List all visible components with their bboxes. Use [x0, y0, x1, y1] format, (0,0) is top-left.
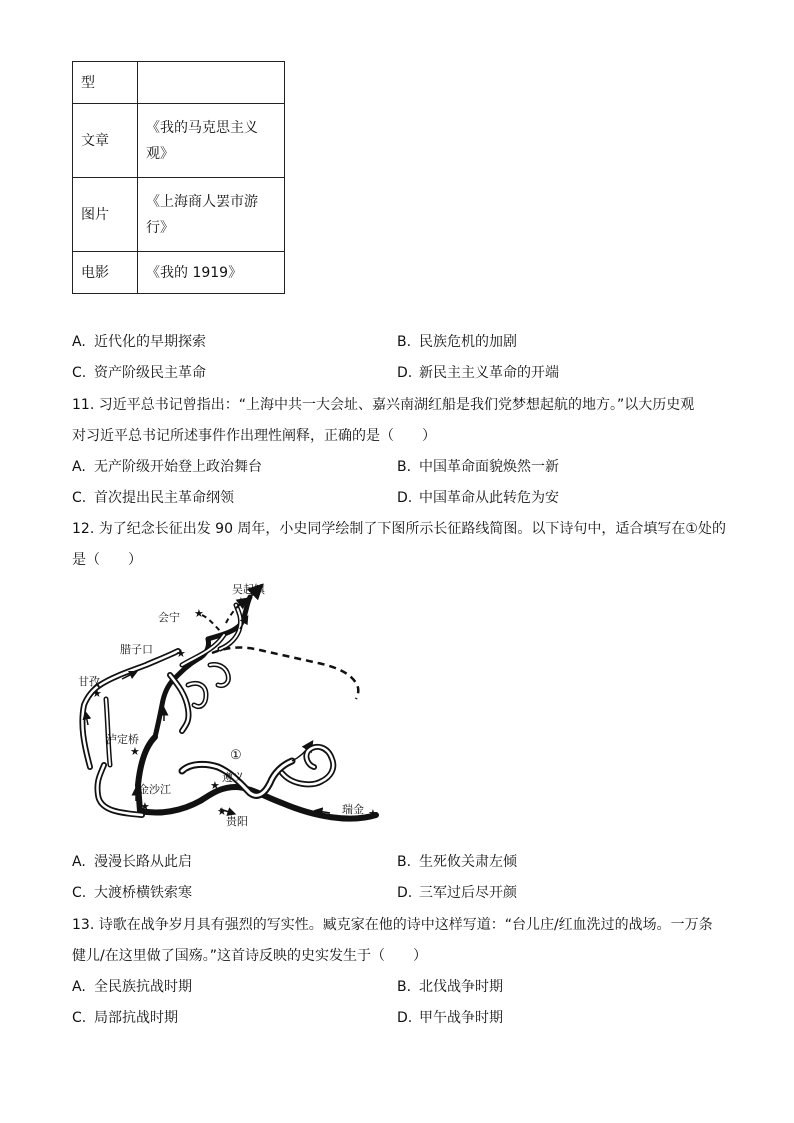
q10-option-c: C. 资产阶级民主革命 — [72, 365, 206, 381]
west-route-outer — [97, 765, 142, 815]
q13-option-c: C. 局部抗战时期 — [72, 1010, 178, 1026]
table-cell-key: 图片 — [73, 178, 138, 252]
star-ganzi: ★ — [92, 687, 102, 700]
star-huining: ★ — [194, 607, 204, 620]
label-guiyang: 贵阳 — [226, 815, 248, 828]
q11-stem-line1: 11. 习近平总书记曾指出：“上海中共一大会址、嘉兴南湖红船是我们党梦想起航的地方。”以大历史观 — [72, 397, 695, 413]
q12-stem-line1: 12. 为了纪念长征出发 90 周年，小史同学绘制了下图所示长征路线简图。以下诗句中，适合填写在①处的 — [72, 521, 726, 537]
q11-option-b: B. 中国革命面貌焕然一新 — [397, 459, 559, 475]
label-lazikou: 腊子口 — [120, 643, 153, 656]
route-arrow — [86, 715, 88, 725]
label-ganzi: 甘孜 — [78, 675, 100, 688]
star-jinshajiang: ★ — [140, 800, 150, 813]
label-huining: 会宁 — [158, 611, 180, 624]
q12-option-c: C. 大渡桥横铁索寒 — [72, 885, 192, 901]
table-cell-value: 《我的马克思主义观》 — [138, 104, 285, 178]
q11-option-d: D. 中国革命从此转危为安 — [397, 490, 559, 506]
event-table — [72, 61, 285, 294]
q13-option-d: D. 甲午战争时期 — [397, 1010, 503, 1026]
dashed-route-north — [202, 615, 222, 633]
long-march-map — [60, 575, 400, 840]
label-ludingqiao: 泸定桥 — [106, 733, 139, 746]
table-row — [73, 62, 285, 104]
q12-option-d: D. 三军过后尽开颜 — [397, 885, 517, 901]
dashed-route — [212, 648, 358, 700]
north-loop-outer — [210, 664, 228, 685]
q12-stem-line2: 是（ ） — [72, 552, 142, 568]
table-cell-value — [138, 62, 285, 104]
q11-option-c: C. 首次提出民主革命纲领 — [72, 490, 234, 506]
table-cell-key: 电影 — [73, 252, 138, 294]
q13-option-a: A. 全民族抗战时期 — [72, 979, 192, 995]
q10-option-a: A. 近代化的早期探索 — [72, 334, 206, 350]
q11-stem-line2: 对习近平总书记所述事件作出理性阐释，正确的是（ ） — [72, 428, 436, 444]
q12-option-b: B. 生死攸关肃左倾 — [397, 854, 517, 870]
star-ruijin: ★ — [368, 807, 378, 820]
q11-option-a: A. 无产阶级开始登上政治舞台 — [72, 459, 262, 475]
q12-option-a: A. 漫漫长路从此启 — [72, 854, 192, 870]
table-row — [73, 178, 285, 252]
label-wuqizhen: 吴起镇 — [232, 583, 265, 596]
star-zunyi: ★ — [210, 779, 220, 792]
star-lazikou: ★ — [176, 647, 186, 660]
q13-stem-line1: 13. 诗歌在战争岁月具有强烈的写实性。臧克家在他的诗中这样写道：“台儿庄/红血洗过的战场。一万条 — [72, 917, 713, 933]
table-cell-key: 文章 — [73, 104, 138, 178]
mid-loop-inner — [188, 683, 206, 706]
q13-option-b: B. 北伐战争时期 — [397, 979, 503, 995]
q10-option-b: B. 民族危机的加剧 — [397, 334, 517, 350]
table-row — [73, 104, 285, 178]
label-zunyi: 遵义 — [222, 771, 244, 784]
q10-option-d: D. 新民主主义革命的开端 — [397, 365, 559, 381]
star-wuqizhen: ★ — [236, 595, 246, 608]
label-ruijin: 瑞金 — [342, 803, 364, 816]
q13-stem-line2: 健儿/在这里做了国殇。”这首诗反映的史实发生于（ ） — [72, 948, 427, 964]
label-circle1: ① — [230, 748, 242, 763]
table-row — [73, 252, 285, 294]
label-jinshajiang: 金沙江 — [138, 783, 171, 796]
star-luding: ★ — [130, 745, 140, 758]
table-cell-value: 《上海商人罢市游行》 — [138, 178, 285, 252]
main-route-line — [138, 737, 376, 819]
north-route-inner — [100, 651, 178, 685]
star-guiyang: ★ — [217, 805, 227, 818]
table-cell-key: 型 — [73, 62, 138, 104]
table-cell-value: 《我的 1919》 — [138, 252, 285, 294]
